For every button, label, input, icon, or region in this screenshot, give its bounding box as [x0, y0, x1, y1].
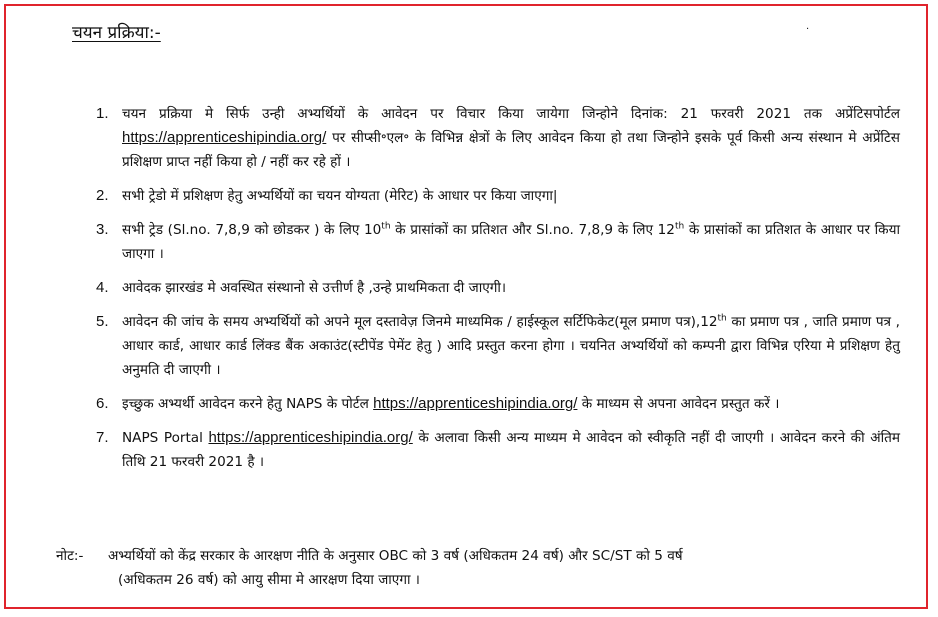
superscript: th [717, 313, 727, 324]
selection-process-list [96, 102, 900, 484]
item-text-part: इच्छुक अभ्यर्थी आवेदन करने हेतु NAPS के पोर्टल [122, 396, 374, 412]
item-text [122, 102, 900, 174]
list-item-5 [96, 310, 900, 382]
item-text-part: के अलावा किसी अन्य माध्यम मे आवेदन को स्वीकृति नहीं दी जाएगी । आवेदन करने की अंतिम तिथि 21 फरवरी 2021 है । [122, 430, 900, 470]
item-text [122, 218, 900, 266]
item-text: आवेदक झारखंड मे अवस्थित संस्थानो से उत्तीर्ण है ,उन्हे प्राथमिकता दी जाएगी। [122, 280, 507, 296]
item-text-part: सभी ट्रेड (Sl.no. 7,8,9 को छोडकर ) के लिए 10 [122, 222, 382, 238]
note-line-1: अभ्यर्थियों को केंद्र सरकार के आरक्षण नीति के अनुसार OBC को 3 वर्ष (अधिकतम 24 वर्ष) और SC/ST को 5 वर्ष [108, 548, 683, 564]
list-item-2 [96, 184, 900, 208]
item-number: 1. [96, 105, 109, 122]
item-number: 5. [96, 313, 109, 330]
item-text-part: पर सीप्सी॰एल॰ के विभिन्न क्षेत्रों के लिए आवेदन किया हो तथा जिन्होने इसके पूर्व किसी अन्य संस्थान मे अप्रेंटिस प्रशिक्षण प्राप्त नहीं किया हो / नहीं कर रहे हों । [122, 130, 900, 170]
item-number: 3. [96, 221, 109, 238]
item-number: 6. [96, 395, 109, 412]
list-item-6 [96, 392, 900, 416]
list-item-3 [96, 218, 900, 266]
reservation-note [56, 544, 916, 592]
stray-dot: · [806, 24, 810, 35]
note-line-2: (अधिकतम 26 वर्ष) को आयु सीमा मे आरक्षण दिया जाएगा । [118, 572, 420, 588]
list-item-4 [96, 276, 900, 300]
item-text [122, 392, 900, 416]
superscript: th [381, 221, 391, 232]
apprenticeship-portal-link[interactable]: https://apprenticeshipindia.org/ [122, 129, 327, 146]
item-text-part: के प्रासांकों का प्रतिशत के आधार पर किया जाएगा । [122, 222, 901, 262]
item-number: 2. [96, 187, 109, 204]
note-label: नोट:- [56, 548, 84, 564]
item-text-part: आवेदन की जांच के समय अभ्यर्थियों को अपने मूल दस्तावेज़ जिनमे माध्यमिक / हाईस्कूल सर्टिफिकेट(मूल प्रमाण पत्र),12 [122, 314, 718, 330]
item-number: 7. [96, 429, 109, 446]
list-item-7 [96, 426, 900, 474]
naps-portal-link[interactable]: https://apprenticeshipindia.org/ [373, 395, 578, 412]
item-text-part: के माध्यम से अपना आवेदन प्रस्तुत करें । [577, 396, 780, 412]
item-text-part: के प्रासांकों का प्रतिशत और Sl.no. 7,8,9 के लिए 12 [390, 222, 675, 238]
naps-portal-link-2[interactable]: https://apprenticeshipindia.org/ [208, 429, 413, 446]
item-text-part: चयन प्रक्रिया मे सिर्फ उन्ही अभ्यर्थियों के आवेदन पर विचार किया जायेगा जिन्होने दिनांक: 21 फरवरी 2021 तक अप्रेंटिसपोर्टल [122, 106, 900, 122]
section-heading: चयन प्रक्रिया:- [72, 23, 161, 43]
item-text [122, 426, 900, 474]
superscript: th [674, 221, 685, 232]
item-text: सभी ट्रेडो में प्रशिक्षण हेतु अभ्यर्थियों का चयन योग्यता (मेरिट) के आधार पर किया जाएगा| [122, 188, 558, 204]
item-number: 4. [96, 279, 109, 296]
list-item-1 [96, 102, 900, 174]
item-text-part: NAPS Portal [122, 430, 209, 446]
item-text-part: का प्रमाण पत्र , जाति प्रमाण पत्र , आधार कार्ड, आधार कार्ड लिंक्ड बैंक अकाउंट(स्टीपेंड पेमेंट हेतु ) आदि प्रस्तुत करना होगा । चयनित अभ्यर्थियों को कम्पनी द्वारा विभिन्न एरिया मे प्रशिक्षण हेतु अनुमति दी जाएगी । [122, 314, 900, 378]
item-text [122, 310, 900, 382]
